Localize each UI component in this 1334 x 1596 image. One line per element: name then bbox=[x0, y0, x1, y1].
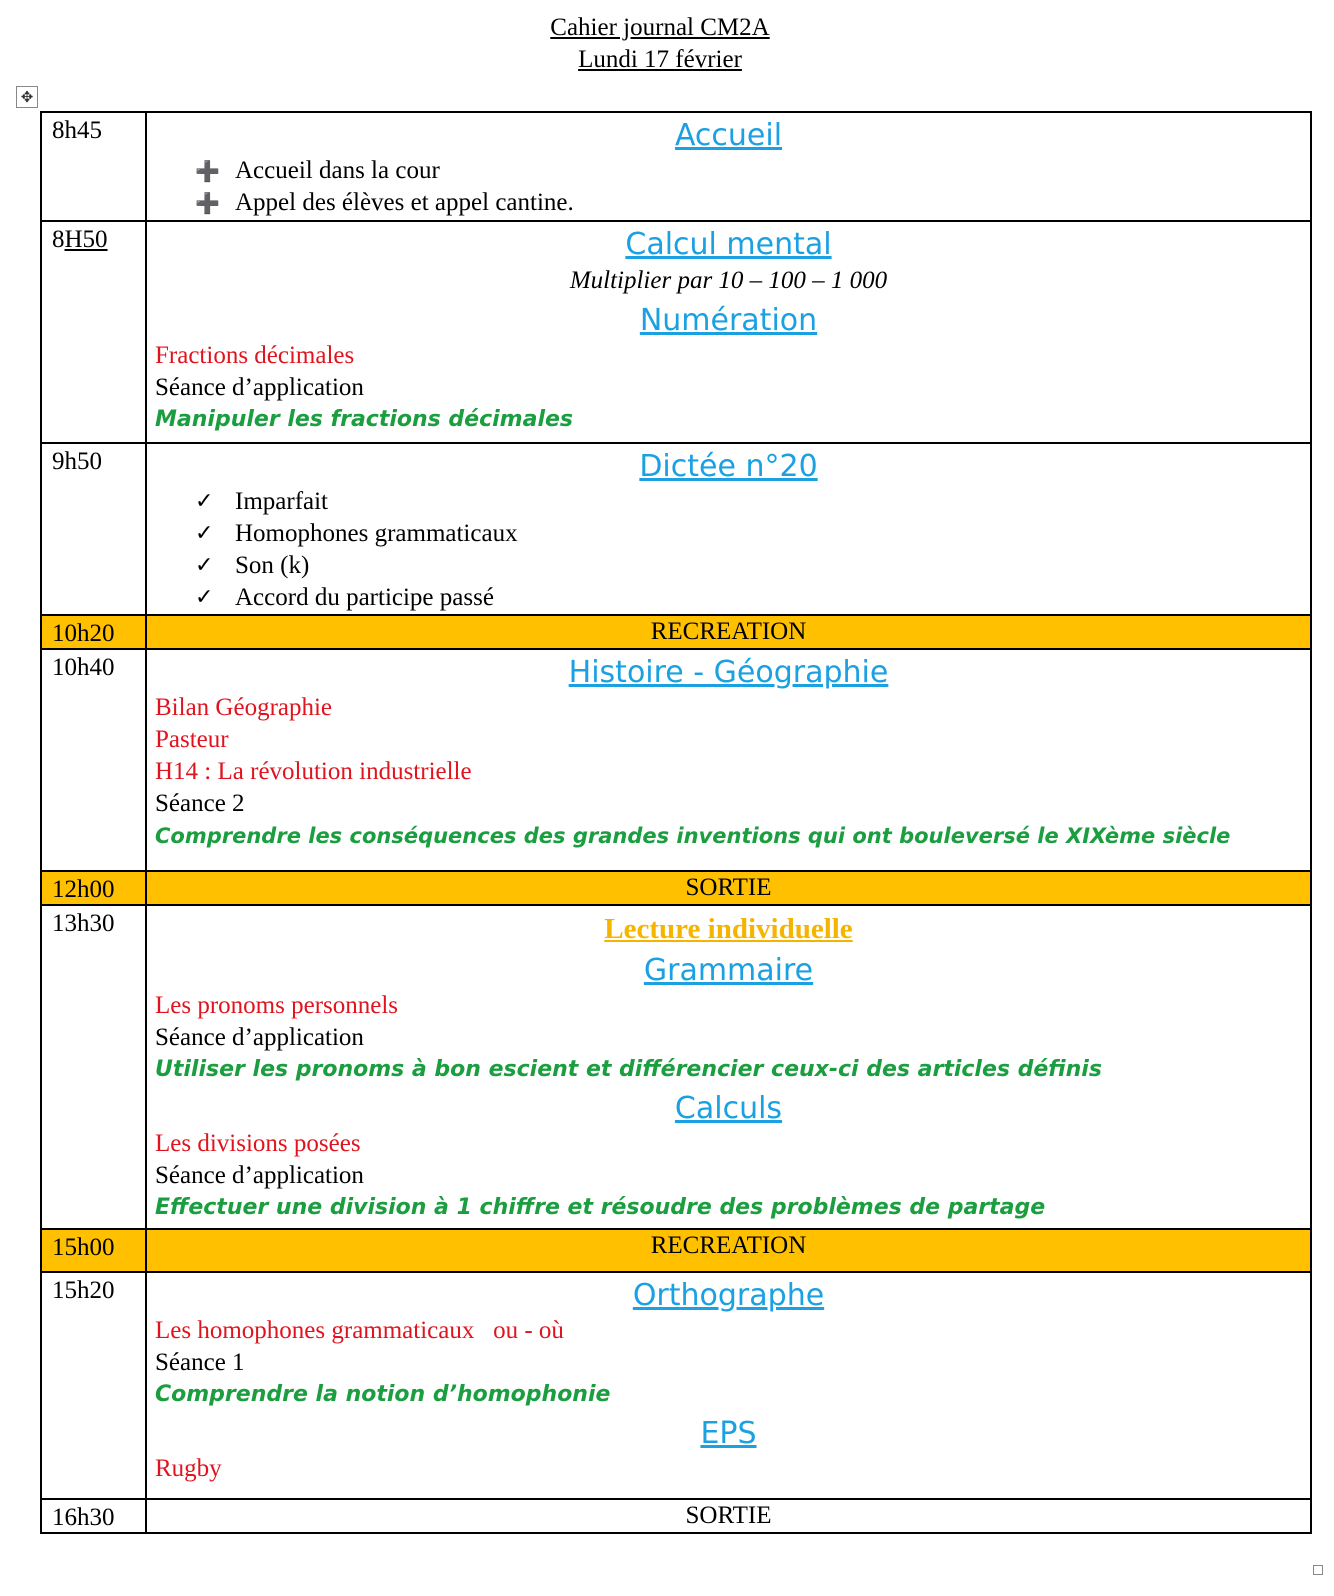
subject-heading: Grammaire bbox=[643, 953, 814, 988]
check-icon: ✓ bbox=[195, 521, 214, 546]
topic-text: Fractions décimales bbox=[155, 342, 355, 369]
list-item: ✓ Imparfait bbox=[195, 486, 1302, 518]
table-row bbox=[41, 905, 1311, 1229]
topic-text: Les divisions posées bbox=[155, 1130, 361, 1157]
topic-text: H14 : La révolution industrielle bbox=[155, 758, 472, 785]
content-cell bbox=[146, 1272, 1311, 1499]
check-icon: ✓ bbox=[195, 553, 214, 578]
table-row bbox=[41, 443, 1311, 615]
exit-label: SORTIE bbox=[146, 1499, 1311, 1533]
arrow-bullet-icon: ➕ bbox=[195, 159, 220, 183]
content-cell bbox=[146, 221, 1311, 443]
check-icon: ✓ bbox=[195, 489, 214, 514]
session-text: Séance 2 bbox=[155, 790, 245, 817]
time-cell: 8H50 bbox=[41, 221, 146, 443]
break-label: RECREATION bbox=[146, 615, 1311, 649]
time-cell: 13h30 bbox=[41, 905, 146, 1229]
goal-text: Comprendre les conséquences des grandes inventions qui ont bouleversé le XIXème siècle bbox=[155, 824, 1231, 848]
session-text: Séance 1 bbox=[155, 1349, 245, 1376]
list-item: ✓ Homophones grammaticaux bbox=[195, 518, 1302, 550]
bullet-list bbox=[155, 155, 1302, 219]
time-cell: 9h50 bbox=[41, 443, 146, 615]
subject-heading: Calcul mental bbox=[625, 227, 832, 262]
time-cell: 15h20 bbox=[41, 1272, 146, 1499]
topic-text: Les pronoms personnels bbox=[155, 992, 399, 1019]
subject-heading: Calculs bbox=[674, 1091, 783, 1126]
time-cell: 16h30 bbox=[41, 1499, 146, 1533]
table-row bbox=[41, 1272, 1311, 1499]
subject-heading: Lecture individuelle bbox=[604, 913, 853, 945]
table-row bbox=[41, 649, 1311, 871]
subject-heading: Orthographe bbox=[632, 1278, 825, 1313]
table-row bbox=[41, 112, 1311, 221]
list-item: ✓ Son (k) bbox=[195, 550, 1302, 582]
session-text: Séance d’application bbox=[155, 1024, 364, 1051]
time-cell: 12h00 bbox=[41, 871, 146, 905]
document-date: Lundi 17 février bbox=[578, 46, 742, 73]
break-label: RECREATION bbox=[146, 1229, 1311, 1272]
check-icon: ✓ bbox=[195, 585, 214, 610]
topic-text: Les homophones grammaticaux ou - où bbox=[155, 1317, 564, 1344]
topic-text: Bilan Géographie bbox=[155, 694, 333, 721]
time-cell: 10h20 bbox=[41, 615, 146, 649]
document-title: Cahier journal CM2A bbox=[550, 14, 770, 41]
goal-text: Utiliser les pronoms à bon escient et différencier ceux-ci des articles définis bbox=[155, 1057, 1102, 1082]
subject-heading: Dictée n°20 bbox=[639, 449, 818, 484]
table-row bbox=[41, 1499, 1311, 1533]
time-cell: 15h00 bbox=[41, 1229, 146, 1272]
exit-label: SORTIE bbox=[146, 871, 1311, 905]
activity-note: Multiplier par 10 – 100 – 1 000 bbox=[569, 267, 888, 294]
session-text: Séance d’application bbox=[155, 374, 364, 401]
schedule-table bbox=[40, 111, 1312, 1534]
subject-heading: Accueil bbox=[674, 118, 783, 153]
time-cell: 8h45 bbox=[41, 112, 146, 221]
list-item: ✓ Accord du participe passé bbox=[195, 582, 1302, 614]
table-row bbox=[41, 615, 1311, 649]
table-row bbox=[41, 1229, 1311, 1272]
topic-text: Pasteur bbox=[155, 726, 229, 753]
check-list bbox=[155, 486, 1302, 614]
goal-text: Comprendre la notion d’homophonie bbox=[155, 1382, 611, 1407]
table-row bbox=[41, 871, 1311, 905]
content-cell bbox=[146, 112, 1311, 221]
content-cell bbox=[146, 649, 1311, 871]
list-item: ➕ Appel des élèves et appel cantine. bbox=[195, 187, 1302, 219]
subject-heading: Histoire - Géographie bbox=[568, 655, 889, 690]
move-handle-icon[interactable]: ✥ bbox=[16, 86, 38, 108]
time-cell: 10h40 bbox=[41, 649, 146, 871]
subject-heading: EPS bbox=[700, 1416, 757, 1451]
list-item: ➕ Accueil dans la cour bbox=[195, 155, 1302, 187]
goal-text: Effectuer une division à 1 chiffre et résoudre des problèmes de partage bbox=[155, 1195, 1046, 1220]
arrow-bullet-icon: ➕ bbox=[195, 191, 220, 215]
table-row bbox=[41, 221, 1311, 443]
resize-handle-icon[interactable] bbox=[1313, 1565, 1323, 1575]
topic-text: Rugby bbox=[155, 1455, 222, 1482]
content-cell bbox=[146, 905, 1311, 1229]
goal-text: Manipuler les fractions décimales bbox=[155, 407, 574, 432]
content-cell bbox=[146, 443, 1311, 615]
session-text: Séance d’application bbox=[155, 1162, 364, 1189]
subject-heading: Numération bbox=[639, 303, 818, 338]
